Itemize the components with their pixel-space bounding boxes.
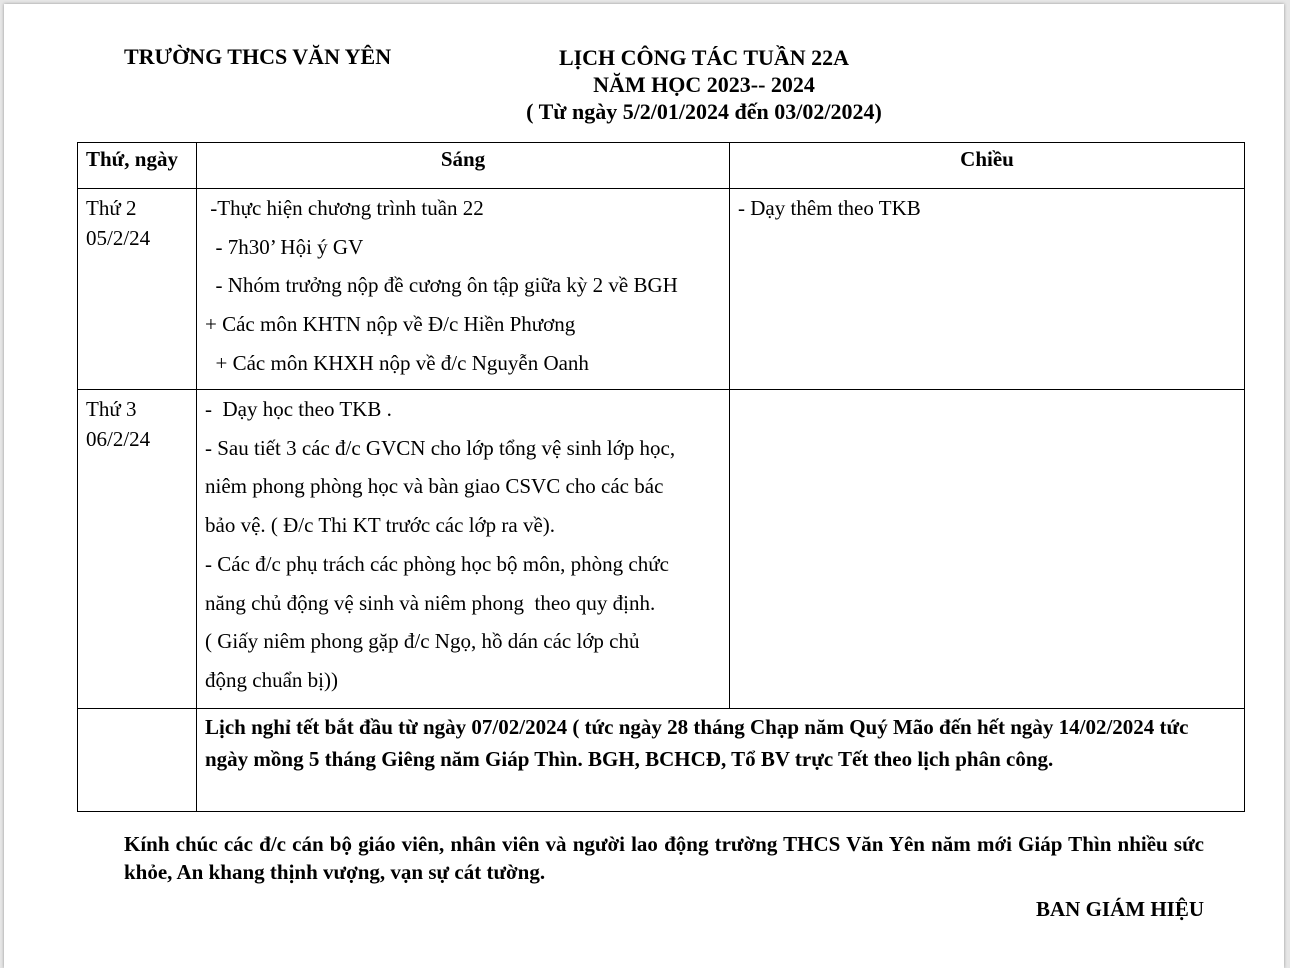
task-line: + Các môn KHXH nộp về đ/c Nguyễn Oanh [205,350,589,375]
morning-cell [197,390,730,709]
task-line: bảo vệ. ( Đ/c Thi KT trước các lớp ra về). [205,513,556,538]
afternoon-cell [730,189,1245,390]
task-line: - Dạy thêm theo TKB [738,196,921,220]
task-line: - Sau tiết 3 các đ/c GVCN cho lớp tổng vệ sinh lớp học, [205,435,676,460]
task-line: - Nhóm trưởng nộp đề cương ôn tập giữa kỳ 2 về BGH [205,273,678,298]
document-page [4,4,1284,968]
greeting-text: Kính chúc các đ/c cán bộ giáo viên, nhân viên và người lao động trường THCS Văn Yên năm mới Giáp Thìn nhiều sức khỏe, An khang thịnh vượng, vạn sự cát tường. [124,832,1204,884]
task-line: năng chủ động vệ sinh và niêm phong theo quy định. [205,590,656,615]
task-line: -Thực hiện chương trình tuần 22 [205,196,484,220]
header-morning: Sáng [197,143,730,189]
task-line: + Các môn KHTN nộp về Đ/c Hiền Phương [205,312,576,337]
schedule-title: LỊCH CÔNG TÁC TUẦN 22A [558,45,850,70]
weekday: Thứ 2 [86,196,137,220]
task-line: - 7h30’ Hội ý GV [205,234,364,259]
task-line: ( Giấy niêm phong gặp đ/c Ngọ, hồ dán các lớp chủ [205,629,640,654]
morning-cell [197,189,730,390]
header-afternoon: Chiều [730,143,1245,189]
task-line: niêm phong phòng học và bàn giao CSVC cho các bác [205,474,664,499]
weekday: Thứ 3 [86,397,137,421]
date: 05/2/24 [86,226,151,250]
title-block [444,44,964,125]
empty-day-cell [78,709,197,812]
task-line: - Các đ/c phụ trách các phòng học bộ môn, phòng chức [205,551,669,576]
task-line: động chuẩn bị)) [205,667,338,692]
date: 06/2/24 [86,427,151,451]
table-row [78,189,1245,390]
date-range: ( Từ ngày 5/2/01/2024 đến 03/02/2024) [526,99,882,124]
table-row [78,390,1245,709]
task-line: - Dạy học theo TKB . [205,397,392,421]
table-header-row [78,143,1245,189]
school-year: NĂM HỌC 2023-- 2024 [593,72,815,97]
holiday-note: Lịch nghỉ tết bắt đầu từ ngày 07/02/2024 ( tức ngày 28 tháng Chạp năm Quý Mão đến hết ngày 14/02/2024 tức ngày mồng 5 tháng Giêng năm Giáp Thìn. BGH, BCHCĐ, Tổ BV trực Tết theo lịch phân công. [197,709,1245,812]
signature: BAN GIÁM HIỆU [1035,897,1204,921]
day-cell [78,189,197,390]
school-name: TRƯỜNG THCS VĂN YÊN [124,44,392,69]
header-day: Thứ, ngày [78,143,197,189]
schedule-table [77,142,1245,812]
table-row [78,709,1245,812]
day-cell [78,390,197,709]
afternoon-cell [730,390,1245,709]
